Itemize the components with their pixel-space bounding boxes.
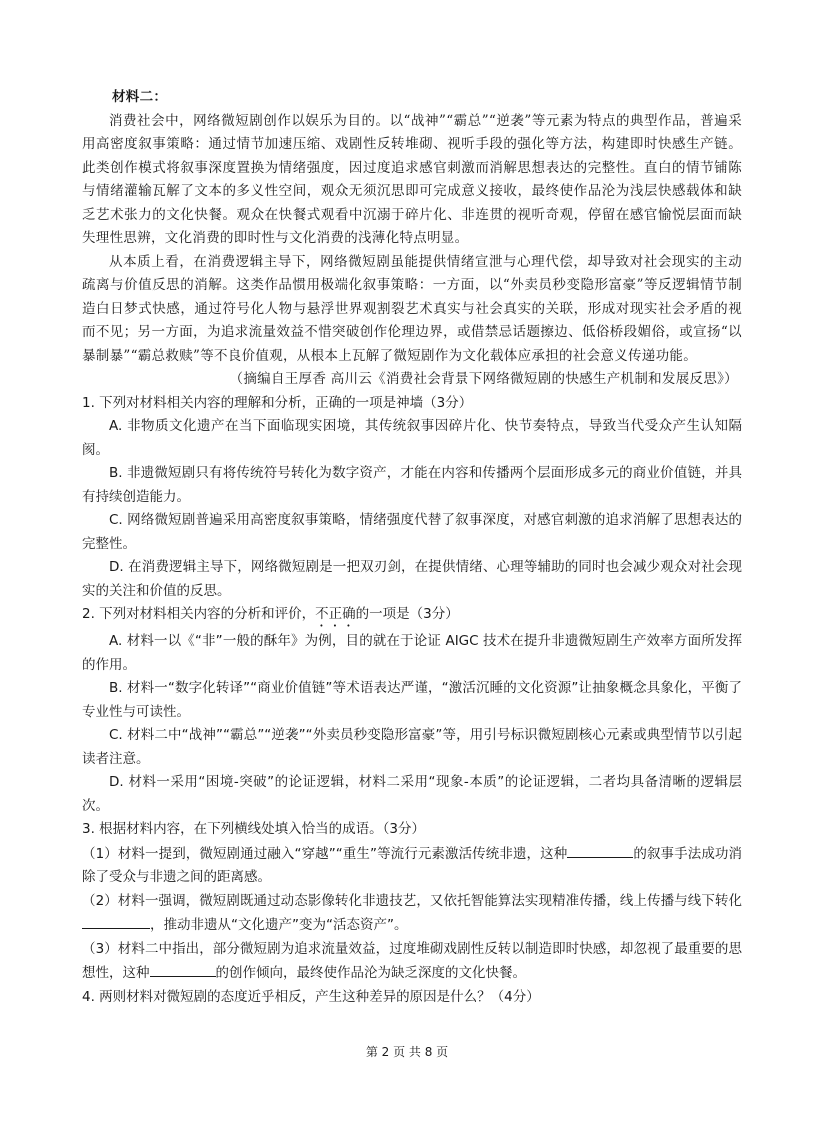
answer-blank-2[interactable] [82,913,150,929]
question-3-item-1-after: 的叙事手法成功消除了受众与非遗之间的距离感。 [82,845,742,885]
question-3-item-2-before: （2）材料一强调，微短剧既通过动态影像转化非遗技艺，又依托智能算法实现精准传播，线上传播与线下转化 [82,892,742,909]
answer-blank-1[interactable] [567,842,633,858]
page-content [82,86,742,1009]
material2-source: （摘编自王厚香 高川云《消费社会背景下网络微短剧的快感生产机制和发展反思》） [229,371,738,387]
question-3-item-1-before: （1）材料一提到，微短剧通过融入“穿越”“重生”等流行元素激活传统非遗，这种 [82,845,568,862]
question-3-item-2-after: ，推动非遗从“文化遗产”变为“活态资产”。 [150,917,408,933]
question-2-option-c: C. 材料二中“战神”“霸总”“逆袭”“外卖员秒变隐形富豪”等，用引号标识微短剧核心元素或典型情节以引起读者注意。 [82,727,742,767]
question-3-item-2 [82,890,742,938]
page-number: 第 2 页 共 8 页 [365,1045,449,1059]
question-2-stem-prefix: 2. 下列对材料相关内容的分析和评价， [82,606,316,622]
question-1-stem: 1. 下列对材料相关内容的理解和分析，正确的一项是神墙（3分） [82,394,473,411]
question-2-option-b: B. 材料一“数字化转译”“商业价值链”等术语表达严谨，“激活沉睡的文化资源”让抽象概念具象化，平衡了专业性与可读性。 [82,680,742,720]
question-1-option-d: D. 在消费逻辑主导下，网络微短剧是一把双刃剑，在提供情绪、心理等辅助的同时也会减少观众对社会现实的关注和价值的反思。 [82,559,742,599]
material2-paragraph-2: 从本质上看，在消费逻辑主导下，网络微短剧虽能提供情绪宣泄与心理代偿，却导致对社会现实的主动疏离与价值反思的消解。这类作品惯用极端化叙事策略：一方面，以“外卖员秒变隐形富豪”等反逻辑情节制造白日梦式快感，通过符号化人物与悬浮世界观割裂艺术真实与社会真实的关联，形成对现实社会矛盾的视而不见；另一方面，为追求流量效益不惜突破创作伦理边界，或借禁忌话题擦边、低俗桥段媚俗，或宣扬“以暴制暴”“霸总救赎”等不良价值观，从根本上瓦解了微短剧作为文化载体应承担的社会意义传递功能。 [82,253,742,364]
material2-paragraph-1: 消费社会中，网络微短剧创作以娱乐为目的。以“战神”“霸总”“逆袭”等元素为特点的典型作品，普遍采用高密度叙事策略：通过情节加速压缩、戏剧性反转堆砌、视听手段的强化等方法，构建即时快感生产链。此类创作模式将叙事深度置换为情绪强度，因过度追求感官刺激而消解思想表达的完整性。直白的情节铺陈与情绪灌输瓦解了文本的多义性空间，观众无须沉思即可完成意义接收，最终使作品沦为浅层快感载体和缺乏艺术张力的文化快餐。观众在快餐式观看中沉溺于碎片化、非连贯的视听奇观，停留在感官愉悦层面而缺失理性思辨，文化消费的即时性与文化消费的浅薄化特点明显。 [82,112,742,246]
material2-heading: 材料二： [112,89,168,105]
question-3-item-3-after: 的创作倾向，最终使作品沦为缺乏深度的文化快餐。 [215,965,526,981]
question-2-option-a: A. 材料一以《“非”一般的酥年》为例，目的就在于论证 AIGC 技术在提升非遗微短剧生产效率方面所发挥的作用。 [82,633,742,673]
question-2-stem-suffix: 的一项是（3分） [355,606,459,622]
question-2-option-d: D. 材料一采用“困境-突破”的论证逻辑，材料二采用“现象-本质”的论证逻辑，二者均具备清晰的逻辑层次。 [82,774,742,814]
question-1-option-b: B. 非遗微短剧只有将传统符号转化为数字资产，才能在内容和传播两个层面形成多元的商业价值链，并具有持续创造能力。 [82,465,742,505]
question-3-item-3 [82,938,742,986]
question-3-stem: 3. 根据材料内容，在下列横线处填入恰当的成语。（3分） [82,821,426,837]
question-1-option-c: C. 网络微短剧普遍采用高密度叙事策略，情绪强度代替了叙事深度，对感官刺激的追求消解了思想表达的完整性。 [82,512,742,552]
question-4-stem: 4. 两则材料对微短剧的态度近乎相反，产生这种差异的原因是什么？（4分） [82,988,540,1005]
question-2-stem [82,603,742,630]
question-2-emphasis: 不正确 [315,606,356,622]
question-1-option-a: A. 非物质文化遗产在当下面临现实困境，其传统叙事因碎片化、快节奏特点，导致当代受众产生认知隔阂。 [82,418,742,458]
question-3-item-3-before: （3）材料二中指出，部分微短剧为追求流量效益，过度堆砌戏剧性反转以制造即时快感，却忽视了最重要的思想性，这种 [82,940,742,981]
question-3-item-1 [82,842,742,890]
answer-blank-3[interactable] [150,961,216,977]
